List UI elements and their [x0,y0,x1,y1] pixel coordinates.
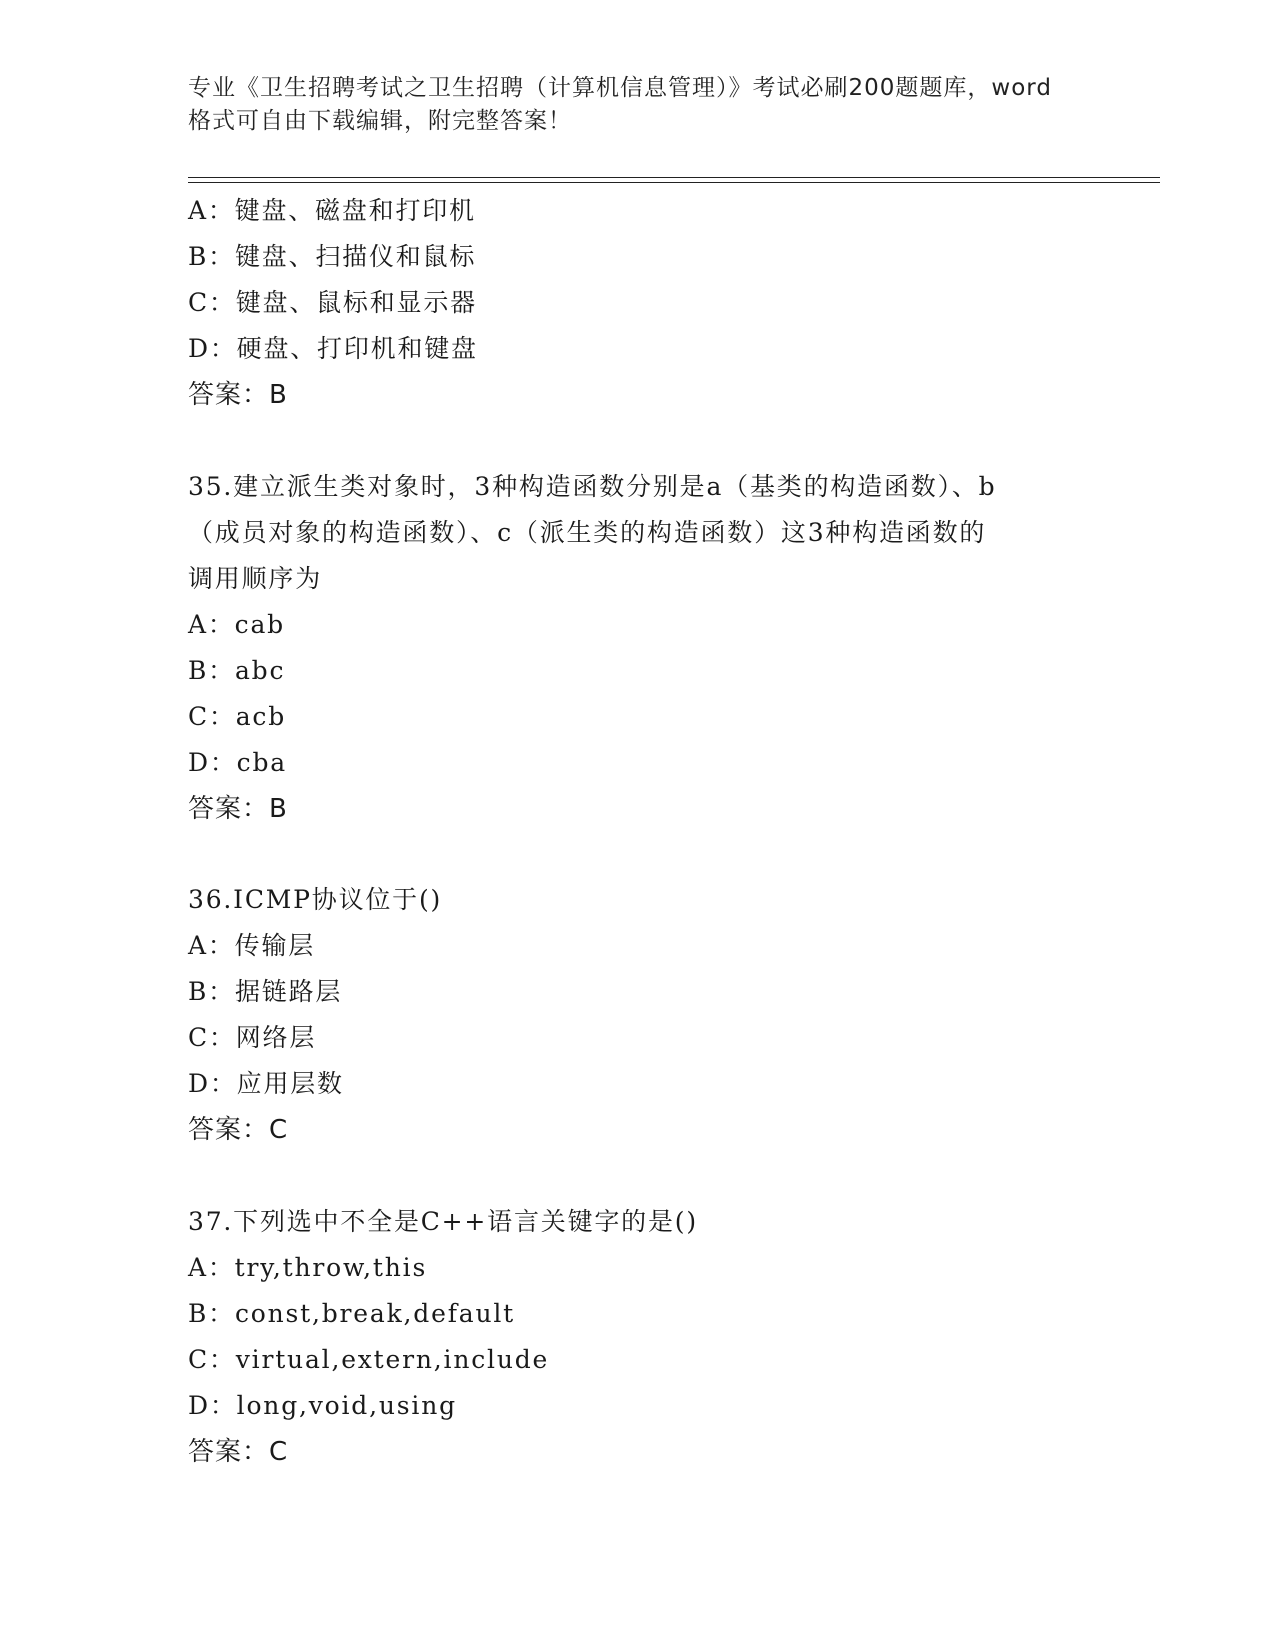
header-rule-bottom [188,182,1160,183]
q35-option-b: B：abc [188,656,286,685]
q35-stem-line-3: 调用顺序为 [188,564,323,593]
q34-option-b: B：键盘、扫描仪和鼠标 [188,242,477,271]
q37-stem: 37.下列选中不全是C++语言关键字的是() [188,1207,698,1236]
q35-option-c: C：acb [188,702,287,731]
q36-option-b: B：据链路层 [188,977,343,1006]
q34-option-a: A：键盘、磁盘和打印机 [188,196,476,225]
q35-stem-line-2: （成员对象的构造函数）、c（派生类的构造函数）这3种构造函数的 [188,518,987,547]
q35-answer: 答案：B [188,794,288,824]
header-line-2: 格式可自由下载编辑，附完整答案！ [188,108,572,134]
q37-option-a: A：try,throw,this [188,1253,428,1282]
document-header [188,72,1088,138]
q35-stem-line-1: 35.建立派生类对象时，3种构造函数分别是a（基类的构造函数）、b [188,472,997,501]
q34-option-c: C：键盘、鼠标和显示器 [188,288,477,317]
q35-option-d: D：cba [188,748,287,777]
q36-option-c: C：网络层 [188,1023,317,1052]
q34-option-d: D：硬盘、打印机和键盘 [188,334,478,363]
q37-answer: 答案：C [188,1437,289,1467]
header-rule-top [188,177,1160,178]
q35-option-a: A：cab [188,610,285,639]
q34-answer: 答案：B [188,380,288,410]
q36-option-a: A：传输层 [188,931,316,960]
q36-option-d: D：应用层数 [188,1069,344,1098]
q36-stem: 36.ICMP协议位于() [188,885,443,914]
q37-option-d: D：long,void,using [188,1391,457,1420]
q37-option-b: B：const,break,default [188,1299,515,1328]
q37-option-c: C：virtual,extern,include [188,1345,550,1374]
header-line-1: 专业《卫生招聘考试之卫生招聘（计算机信息管理）》考试必刷200题题库，word [188,75,1052,101]
q36-answer: 答案：C [188,1115,289,1145]
